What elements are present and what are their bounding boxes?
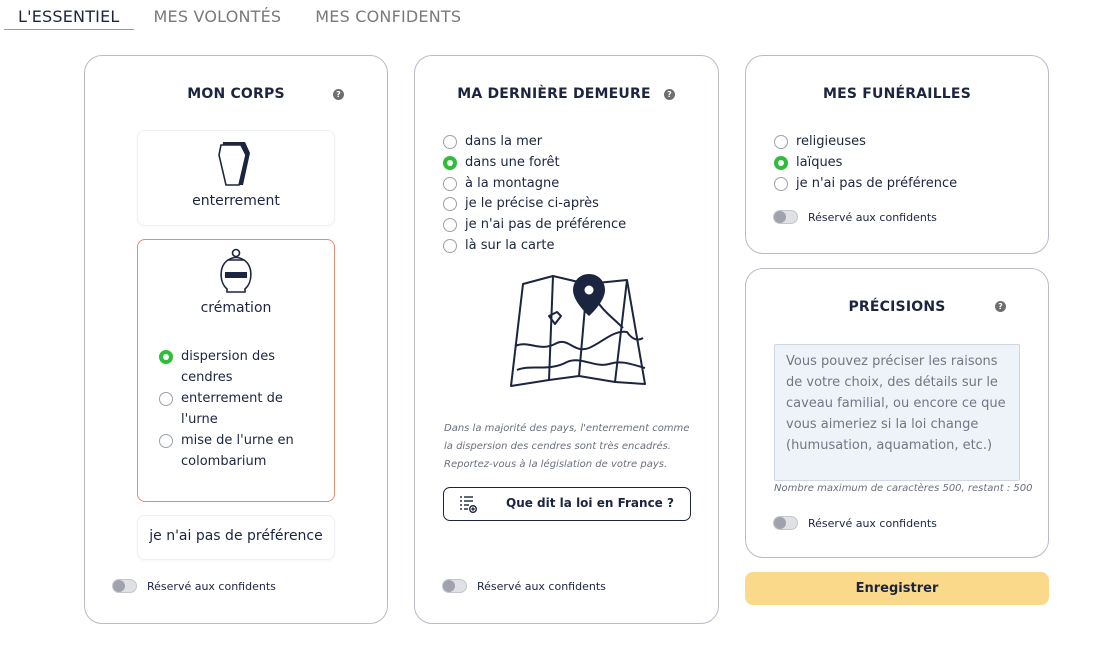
tab-essentiel[interactable]: L'ESSENTIEL [4,0,134,30]
card-precisions [745,268,1049,558]
tab-mes-volontes[interactable]: MES VOLONTÉS [153,7,282,26]
coffin-icon [218,141,254,187]
option-cremation[interactable] [137,239,335,502]
toggle-reserve-precisions[interactable] [773,516,937,530]
radio-button[interactable] [159,350,173,364]
radio-label: je n'ai pas de préférence [796,176,958,191]
radio-precise[interactable] [443,193,599,214]
radio-button[interactable] [443,156,457,170]
radio-button[interactable] [443,177,457,191]
help-icon[interactable]: ? [995,301,1006,312]
radio-label: laïques [796,155,843,170]
map-pin-icon [509,272,649,390]
help-icon[interactable]: ? [333,89,344,100]
toggle-reserve-corps[interactable] [112,579,276,593]
radio-montagne[interactable] [443,173,559,194]
radio-carte[interactable] [443,235,554,256]
option-label-no-preference: je n'ai pas de préférence [149,528,323,544]
toggle-reserve-funerailles[interactable] [773,210,937,224]
radio-no-preference[interactable] [443,214,626,235]
tab-bar [4,0,475,30]
card-title-precisions: PRÉCISIONS [848,299,946,315]
radio-button[interactable] [774,135,788,149]
radio-enterrement-urne[interactable] [159,388,329,430]
toggle-switch[interactable] [773,516,798,530]
option-label-cremation: crémation [200,300,272,316]
help-icon[interactable]: ? [664,89,675,100]
radio-laiques[interactable] [774,152,842,173]
radio-button[interactable] [159,392,173,406]
radio-button[interactable] [443,218,457,232]
option-label-enterrement: enterrement [192,193,280,209]
radio-label: dans une forêt [465,155,560,170]
card-derniere-demeure [414,55,719,624]
toggle-switch[interactable] [773,210,798,224]
toggle-switch[interactable] [112,579,137,593]
toggle-label: Réservé aux confidents [147,579,276,593]
toggle-switch[interactable] [442,579,467,593]
radio-label: religieuses [796,134,866,149]
card-title-mes-funerailles: MES FUNÉRAILLES [823,86,971,102]
radio-foret[interactable] [443,152,560,173]
law-france-button[interactable] [443,487,691,521]
radio-label: à la montagne [465,176,560,191]
toggle-label: Réservé aux confidents [477,579,606,593]
radio-label: enterrement de l'urne [181,391,283,427]
radio-label: dans la mer [465,134,543,149]
radio-label: là sur la carte [465,238,555,253]
document-list-icon [459,495,477,513]
radio-no-preference[interactable] [774,173,957,194]
radio-religieuses[interactable] [774,131,866,152]
radio-button[interactable] [443,197,457,211]
option-enterrement[interactable] [137,130,335,226]
radio-button[interactable] [443,135,457,149]
toggle-reserve-demeure[interactable] [442,579,606,593]
radio-button[interactable] [443,239,457,253]
radio-dispersion-cendres[interactable] [159,346,329,388]
radio-label: dispersion des cendres [181,349,275,385]
option-no-preference[interactable] [137,515,335,560]
radio-label: mise de l'urne en colombarium [181,433,294,469]
radio-colombarium[interactable] [159,430,329,472]
law-button-label: Que dit la loi en France ? [506,496,674,510]
toggle-label: Réservé aux confidents [808,516,937,530]
card-mes-funerailles [745,55,1049,254]
card-title-derniere-demeure: MA DERNIÈRE DEMEURE [457,86,651,102]
toggle-label: Réservé aux confidents [808,210,937,224]
card-title-mon-corps: MON CORPS [187,86,285,102]
legal-note: Dans la majorité des pays, l'enterrement comme la dispersion des cendres sont très encadrés. Reportez-vous à la législation de votre pays. [444,423,690,470]
radio-button[interactable] [774,177,788,191]
radio-label: je n'ai pas de préférence [465,217,627,232]
card-mon-corps [84,55,388,624]
radio-label: je le précise ci-après [465,196,599,211]
save-button[interactable]: Enregistrer [745,572,1049,605]
radio-button[interactable] [774,156,788,170]
radio-mer[interactable] [443,131,542,152]
precisions-textarea[interactable] [774,344,1020,481]
radio-button[interactable] [159,434,173,448]
tab-mes-confidents[interactable]: MES CONFIDENTS [315,7,462,26]
urn-icon [216,248,256,296]
char-count-note: Nombre maximum de caractères 500, restant : 500 [774,483,1033,494]
